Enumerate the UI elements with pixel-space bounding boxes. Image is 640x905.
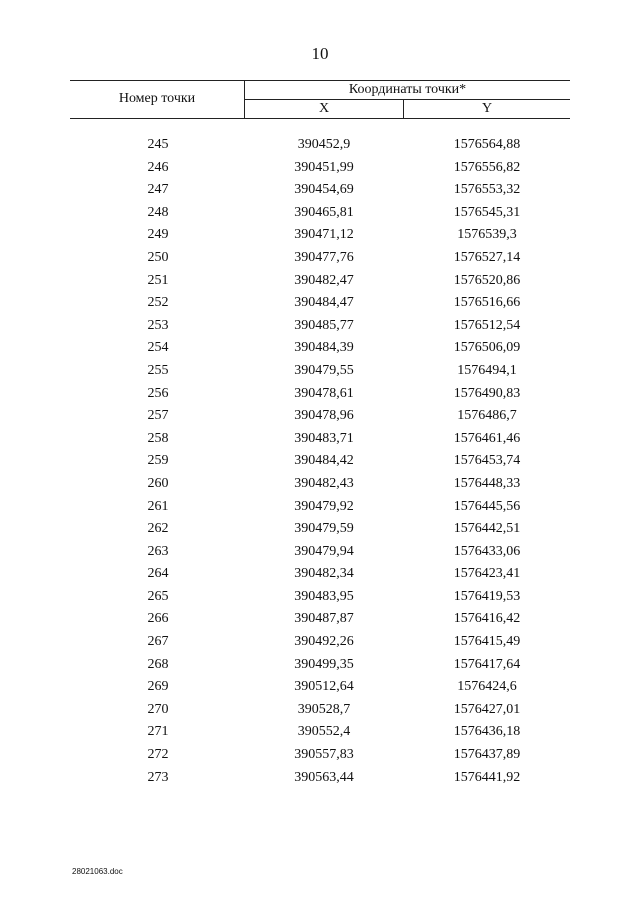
x-coordinate-cell: 390477,76 [294,249,354,265]
table-row [70,428,570,451]
point-number-cell: 254 [147,340,169,356]
x-coordinate-cell: 390451,99 [294,159,354,175]
x-coordinate-cell: 390479,94 [294,543,354,559]
y-coordinate-cell: 1576416,42 [453,611,521,627]
y-coordinate-cell: 1576506,09 [453,340,521,356]
y-coordinate-cell: 1576539,3 [457,227,517,243]
header-point-number: Номер точки [118,91,196,106]
table-row [70,179,570,202]
header-x: X [318,101,330,116]
header-coordinates: Координаты точки* [348,82,467,97]
x-coordinate-cell: 390471,12 [294,227,354,243]
table-row [70,676,570,699]
table-row [70,202,570,225]
y-coordinate-cell: 1576433,06 [453,543,521,559]
y-coordinate-cell: 1576520,86 [453,272,521,288]
table-row [70,541,570,564]
x-coordinate-cell: 390485,77 [294,317,354,333]
y-coordinate-cell: 1576553,32 [453,182,521,198]
point-number-cell: 263 [147,543,169,559]
point-number-cell: 250 [147,249,169,265]
y-coordinate-cell: 1576494,1 [457,362,517,378]
point-number-cell: 272 [147,747,169,763]
point-number-cell: 269 [147,679,169,695]
table-row [70,744,570,767]
table-row [70,224,570,247]
x-coordinate-cell: 390479,59 [294,521,354,537]
x-coordinate-cell: 390482,43 [294,475,354,491]
y-coordinate-cell: 1576556,82 [453,159,521,175]
point-number-cell: 251 [147,272,169,288]
y-coordinate-cell: 1576461,46 [453,430,521,446]
x-coordinate-cell: 390512,64 [294,679,354,695]
y-coordinate-cell: 1576448,33 [453,475,521,491]
x-coordinate-cell: 390528,7 [297,701,351,717]
point-number-cell: 268 [147,656,169,672]
table-row [70,473,570,496]
y-coordinate-cell: 1576419,53 [453,588,521,604]
point-number-cell: 252 [147,295,169,311]
table-row [70,518,570,541]
point-number-cell: 246 [147,159,169,175]
y-coordinate-cell: 1576423,41 [453,566,521,582]
y-coordinate-cell: 1576490,83 [453,385,521,401]
x-coordinate-cell: 390563,44 [294,769,354,785]
x-coordinate-cell: 390499,35 [294,656,354,672]
table-row [70,496,570,519]
point-number-cell: 266 [147,611,169,627]
table-header [70,80,570,118]
y-coordinate-cell: 1576417,64 [453,656,521,672]
point-number-cell: 248 [147,204,169,220]
table-row [70,270,570,293]
x-coordinate-cell: 390454,69 [294,182,354,198]
table-row [70,563,570,586]
x-coordinate-cell: 390479,55 [294,362,354,378]
y-coordinate-cell: 1576437,89 [453,747,521,763]
y-coordinate-cell: 1576486,7 [457,408,517,424]
point-number-cell: 262 [147,521,169,537]
x-coordinate-cell: 390484,39 [294,340,354,356]
table-row [70,654,570,677]
table-row [70,721,570,744]
x-coordinate-cell: 390492,26 [294,634,354,650]
point-number-cell: 260 [147,475,169,491]
table-row [70,315,570,338]
table-row [70,247,570,270]
y-coordinate-cell: 1576445,56 [453,498,521,514]
y-coordinate-cell: 1576527,14 [453,249,521,265]
x-coordinate-cell: 390482,47 [294,272,354,288]
table-bottom-rule [70,118,570,119]
table-row [70,586,570,609]
y-coordinate-cell: 1576516,66 [453,295,521,311]
point-number-cell: 271 [147,724,169,740]
y-coordinate-cell: 1576512,54 [453,317,521,333]
point-number-cell: 249 [147,227,169,243]
x-coordinate-cell: 390484,47 [294,295,354,311]
table-row [70,337,570,360]
x-coordinate-cell: 390482,34 [294,566,354,582]
table-row [70,405,570,428]
table-row [70,360,570,383]
header-y: Y [481,101,493,116]
point-number-cell: 261 [147,498,169,514]
y-coordinate-cell: 1576427,01 [453,701,521,717]
table-row [70,134,570,157]
y-coordinate-cell: 1576442,51 [453,521,521,537]
table-row [70,631,570,654]
x-coordinate-cell: 390557,83 [294,747,354,763]
x-coordinate-cell: 390483,71 [294,430,354,446]
y-coordinate-cell: 1576424,6 [457,679,517,695]
table-row [70,767,570,790]
point-number-cell: 253 [147,317,169,333]
page-number: 10 [311,44,329,63]
point-number-cell: 273 [147,769,169,785]
x-coordinate-cell: 390479,92 [294,498,354,514]
y-coordinate-cell: 1576441,92 [453,769,521,785]
point-number-cell: 255 [147,362,169,378]
point-number-cell: 258 [147,430,169,446]
point-number-cell: 270 [147,701,169,717]
x-coordinate-cell: 390483,95 [294,588,354,604]
x-coordinate-cell: 390484,42 [294,453,354,469]
point-number-cell: 259 [147,453,169,469]
point-number-cell: 257 [147,408,169,424]
table-body [70,134,570,789]
table-row [70,699,570,722]
x-coordinate-cell: 390487,87 [294,611,354,627]
table-row [70,608,570,631]
table-row [70,450,570,473]
table-row [70,292,570,315]
table-row [70,383,570,406]
point-number-cell: 264 [147,566,169,582]
y-coordinate-cell: 1576564,88 [453,137,521,152]
table-row [70,157,570,180]
point-number-cell: 267 [147,634,169,650]
x-coordinate-cell: 390478,61 [294,385,354,401]
y-coordinate-cell: 1576436,18 [453,724,521,740]
x-coordinate-cell: 390465,81 [294,204,354,220]
x-coordinate-cell: 390552,4 [297,724,351,740]
point-number-cell: 256 [147,385,169,401]
x-coordinate-cell: 390478,96 [294,408,354,424]
point-number-cell: 265 [147,588,169,604]
y-coordinate-cell: 1576545,31 [453,204,521,220]
y-coordinate-cell: 1576453,74 [453,453,521,469]
y-coordinate-cell: 1576415,49 [453,634,521,650]
point-number-cell: 245 [147,137,169,152]
point-number-cell: 247 [147,182,169,198]
x-coordinate-cell: 390452,9 [297,137,351,152]
document-filename: 28021063.doc [72,867,123,876]
